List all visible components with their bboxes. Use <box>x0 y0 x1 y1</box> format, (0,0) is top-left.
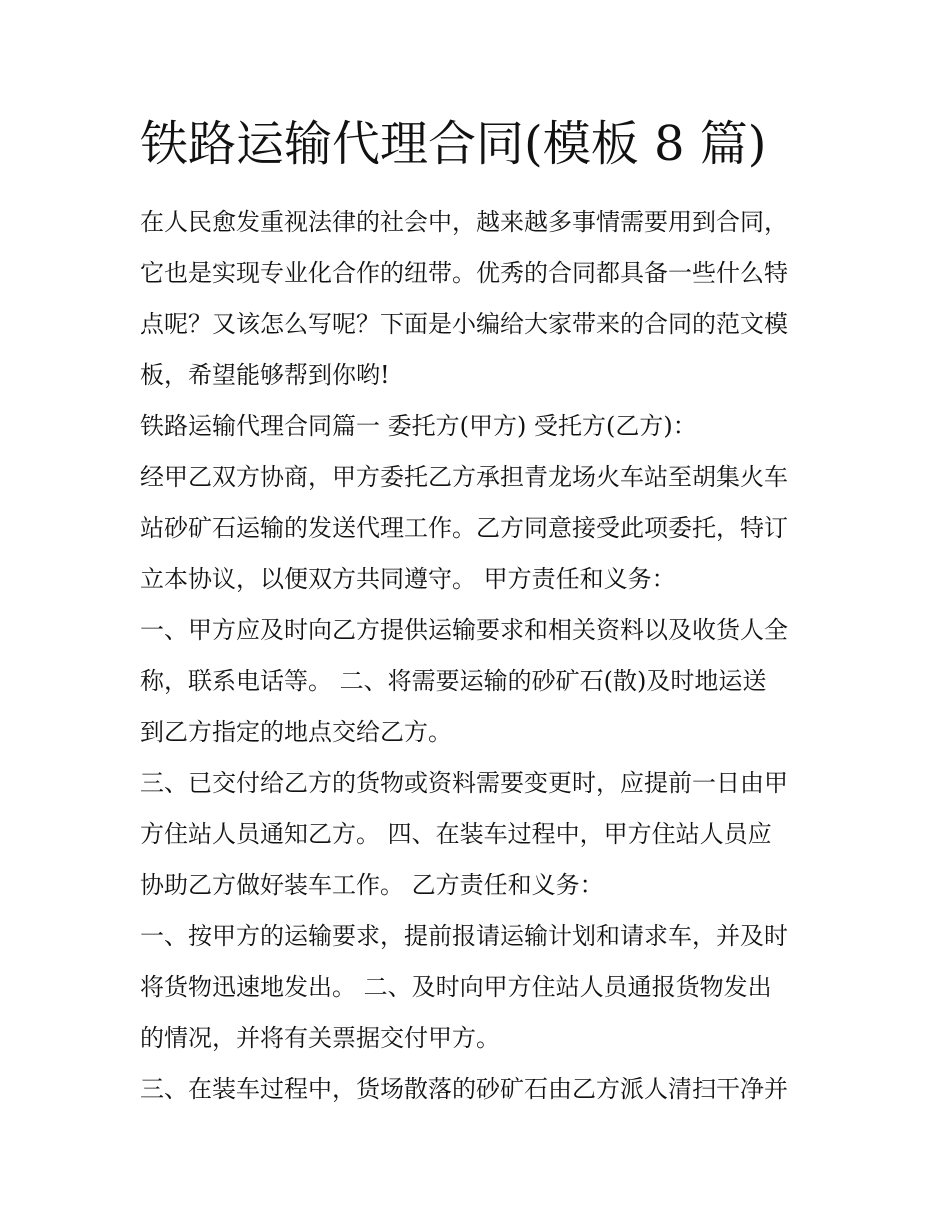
paragraph-line: 三、在装车过程中，货场散落的砂矿石由乙方派人清扫干净并 <box>140 1075 788 1103</box>
paragraph-line: 在人民愈发重视法律的社会中，越来越多事情需要用到合同， <box>140 208 788 236</box>
paragraph-line: 的情况，并将有关票据交付甲方。 <box>140 1024 500 1052</box>
paragraph-line: 板，希望能够帮到你哟! <box>140 361 390 389</box>
paragraph-line: 到乙方指定的地点交给乙方。 <box>140 718 452 746</box>
paragraph-line: 三、已交付给乙方的货物或资料需要变更时，应提前一日由甲 <box>140 769 788 797</box>
paragraph-line: 立本协议，以便双方共同遵守。 甲方责任和义务： <box>140 565 676 593</box>
paragraph-line: 一、甲方应及时向乙方提供运输要求和相关资料以及收货人全 <box>140 616 788 644</box>
paragraph-line: 协助乙方做好装车工作。 乙方责任和义务： <box>140 871 604 899</box>
document-body <box>140 197 820 1115</box>
paragraph-line: 它也是实现专业化合作的纽带。优秀的合同都具备一些什么特 <box>140 259 788 287</box>
document-title: 铁路运输代理合同(模板 8 篇) <box>140 116 767 172</box>
paragraph-line: 一、按甲方的运输要求，提前报请运输计划和请求车，并及时 <box>140 922 788 950</box>
paragraph-line: 站砂矿石运输的发送代理工作。乙方同意接受此项委托，特订 <box>140 514 788 542</box>
paragraph-line: 方住站人员通知乙方。 四、在装车过程中，甲方住站人员应 <box>140 820 772 848</box>
paragraph-line: 经甲乙双方协商，甲方委托乙方承担青龙场火车站至胡集火车 <box>140 463 788 491</box>
paragraph-line: 称，联系电话等。 二、将需要运输的砂矿石(散)及时地运送 <box>140 667 767 695</box>
paragraph-line: 将货物迅速地发出。 二、及时向甲方住站人员通报货物发出 <box>140 973 772 1001</box>
paragraph-line: 铁路运输代理合同篇一 委托方(甲方) 受托方(乙方)： <box>140 412 697 440</box>
paragraph-line: 点呢？又该怎么写呢？下面是小编给大家带来的合同的范文模 <box>140 310 788 338</box>
